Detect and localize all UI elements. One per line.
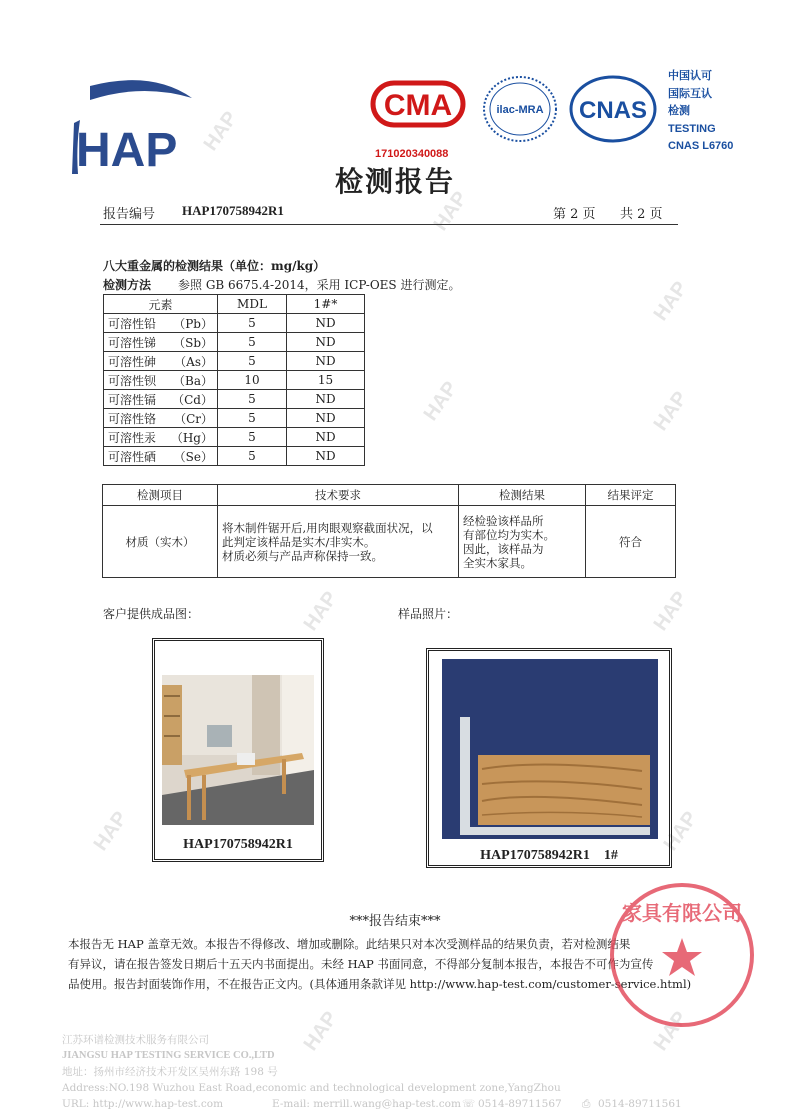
watermark: HAP [649, 277, 692, 325]
element-cell [104, 333, 218, 352]
mdl-cell: 5 [218, 314, 287, 333]
table-row [104, 428, 365, 447]
result-cell: ND [287, 333, 365, 352]
cma-logo-text: CMA [383, 89, 453, 122]
mdl-cell: 5 [218, 409, 287, 428]
company-address-en: Address:NO.198 Wuzhou East Road,economic and technological development zone,YangZhou [62, 1082, 561, 1094]
requirement-line: 材质必须与产品声称保持一致。 [222, 548, 383, 563]
page-number: 第 2 页 [553, 207, 596, 222]
element-name: 可溶性镉 [108, 392, 157, 407]
element-name: 可溶性汞 [108, 430, 157, 445]
element-name: 可溶性砷 [108, 354, 157, 369]
cma-logo [370, 80, 466, 128]
requirement-line: 将木制件锯开后,用肉眼观察截面状况，以 [222, 520, 433, 535]
company-fax: 0514-89711561 [598, 1098, 682, 1110]
company-phone: 0514-89711567 [478, 1098, 562, 1110]
phone-icon: ☏ [462, 1098, 476, 1110]
header-divider [100, 224, 678, 225]
customer-image-caption: HAP170758942R1 [183, 837, 293, 852]
element-cell [104, 314, 218, 333]
column-header: 结果评定 [586, 485, 676, 506]
table-row [104, 371, 365, 390]
watermark: HAP [659, 807, 702, 855]
mdl-cell: 5 [218, 333, 287, 352]
result-cell: 15 [287, 371, 365, 390]
mdl-cell: 5 [218, 428, 287, 447]
requirement-line: 此判定该样品是实木/非实木。 [222, 534, 376, 549]
table-row [104, 352, 365, 371]
watermark: HAP [299, 1007, 342, 1055]
result-cell: ND [287, 352, 365, 371]
item-cell: 材质（实木） [103, 506, 218, 578]
company-email[interactable]: E-mail: merrill.wang@hap-test.com [272, 1098, 461, 1110]
result-cell: ND [287, 390, 365, 409]
accreditation-line: 中国认可 [668, 70, 712, 82]
page-total: 共 2 页 [620, 207, 663, 222]
watermark: HAP [419, 377, 462, 425]
watermark: HAP [199, 107, 242, 155]
result-cell: ND [287, 409, 365, 428]
element-name: 可溶性锑 [108, 335, 157, 350]
result-cell: ND [287, 314, 365, 333]
footer-line: 有异议，请在报告签发日期后十五天内书面提出。未经 HAP 书面同意，不得部分复制本报告，本报告不可作为宣传 [68, 957, 654, 971]
result-line: 全实木家具。 [463, 555, 532, 570]
element-name: 可溶性铅 [108, 316, 157, 331]
seal-text: 家具有限公司 [622, 901, 742, 925]
heavy-metals-table [103, 294, 365, 466]
company-info [62, 1032, 762, 1112]
table-row [104, 333, 365, 352]
table-header-row [104, 295, 365, 314]
requirement-cell [218, 506, 459, 578]
element-symbol: （Ba） [173, 373, 213, 388]
result-line: 经检验该样品所 [463, 513, 544, 528]
customer-image-frame [152, 638, 324, 862]
element-symbol: （Cr） [174, 411, 213, 426]
document-title: 检测报告 [334, 165, 455, 198]
sample-image-label: 样品照片： [398, 607, 459, 621]
sample-image-frame [426, 648, 672, 868]
watermark: HAP [89, 807, 132, 855]
element-symbol: （Se） [173, 449, 213, 464]
result-cell: ND [287, 428, 365, 447]
accreditation-line: TESTING [668, 122, 716, 135]
customer-image-label: 客户提供成品图： [103, 607, 200, 621]
element-symbol: （Hg） [170, 430, 213, 445]
watermark: HAP [299, 587, 342, 635]
mdl-cell: 10 [218, 371, 287, 390]
cnas-logo [568, 74, 658, 144]
element-symbol: （As） [174, 354, 213, 369]
footer-line: 本报告无 HAP 盖章无效。本报告不得修改、增加或删除。此结果只对本次受测样品的结果负责，若对检测结果 [68, 937, 631, 951]
customer-product-photo [162, 675, 314, 825]
column-header: 元素 [104, 295, 218, 314]
result-cell [459, 506, 586, 578]
method-label: 检测方法 [103, 278, 152, 292]
fax-icon: ⎙ [582, 1098, 591, 1110]
element-cell [104, 352, 218, 371]
sample-photo [442, 659, 658, 839]
company-seal [607, 880, 757, 1030]
accreditation-line: 国际互认 [668, 87, 712, 100]
element-symbol: （Sb） [173, 335, 213, 350]
watermark: HAP [649, 387, 692, 435]
watermark: HAP [649, 587, 692, 635]
result-line: 因此，该样品为 [463, 541, 544, 556]
element-cell [104, 447, 218, 466]
accreditation-line: CNAS L6760 [668, 140, 734, 152]
inspection-table [102, 484, 676, 578]
element-symbol: （Cd） [172, 392, 213, 407]
accreditation-text [668, 68, 733, 156]
ilac-mra-logo [480, 74, 560, 144]
watermark: HAP [429, 187, 472, 235]
cnas-logo-text: CNAS [578, 97, 648, 124]
result-line: 有部位均为实木。 [463, 527, 555, 542]
table-row [104, 390, 365, 409]
serial-number: 171020340088 [375, 148, 449, 160]
report-number-label: 报告编号 [103, 207, 156, 222]
column-header: 1#* [287, 295, 365, 314]
mdl-cell: 5 [218, 447, 287, 466]
element-name: 可溶性钡 [108, 373, 157, 388]
contact-row [62, 1096, 762, 1112]
verdict-cell: 符合 [586, 506, 676, 578]
table-row [103, 506, 676, 578]
element-cell [104, 428, 218, 447]
element-name: 可溶性硒 [108, 449, 157, 464]
section-heading: 八大重金属的检测结果（单位：mg/kg） [103, 259, 326, 273]
report-number: HAP170758942R1 [182, 203, 284, 218]
mdl-cell: 5 [218, 352, 287, 371]
column-header: MDL [218, 295, 287, 314]
watermark: HAP [649, 1007, 692, 1055]
element-cell [104, 371, 218, 390]
sample-image-caption: HAP170758942R1 1# [480, 848, 618, 863]
table-row [104, 409, 365, 428]
table-row [104, 447, 365, 466]
end-of-report: ***报告结束*** [349, 914, 441, 929]
footer-line: 品使用。报告封面装饰作用，不在报告正文内。(具体通用条款详见 http://www.hap-test.com/customer-service.html) [68, 977, 692, 991]
column-header: 技术要求 [218, 485, 459, 506]
table-header-row [103, 485, 676, 506]
company-name-cn: 江苏环谱检测技术服务有限公司 [62, 1034, 209, 1046]
element-cell [104, 390, 218, 409]
company-address-cn: 地址：扬州市经济技术开发区吴州东路 198 号 [62, 1066, 278, 1078]
element-name: 可溶性铬 [108, 411, 157, 426]
method-text: 参照 GB 6675.4-2014，采用 ICP-OES 进行测定。 [178, 278, 461, 292]
company-url[interactable]: URL: http://www.hap-test.com [62, 1098, 224, 1110]
element-symbol: （Pb） [173, 316, 213, 331]
column-header: 检测项目 [103, 485, 218, 506]
company-name-en: JIANGSU HAP TESTING SERVICE CO.,LTD [62, 1050, 275, 1061]
table-row [104, 314, 365, 333]
hap-logo-text: HAP [76, 124, 178, 177]
result-cell: ND [287, 447, 365, 466]
column-header: 检测结果 [459, 485, 586, 506]
ilac-logo-text: ilac-MRA [496, 104, 544, 116]
mdl-cell: 5 [218, 390, 287, 409]
accreditation-line: 检测 [668, 105, 690, 117]
element-cell [104, 409, 218, 428]
